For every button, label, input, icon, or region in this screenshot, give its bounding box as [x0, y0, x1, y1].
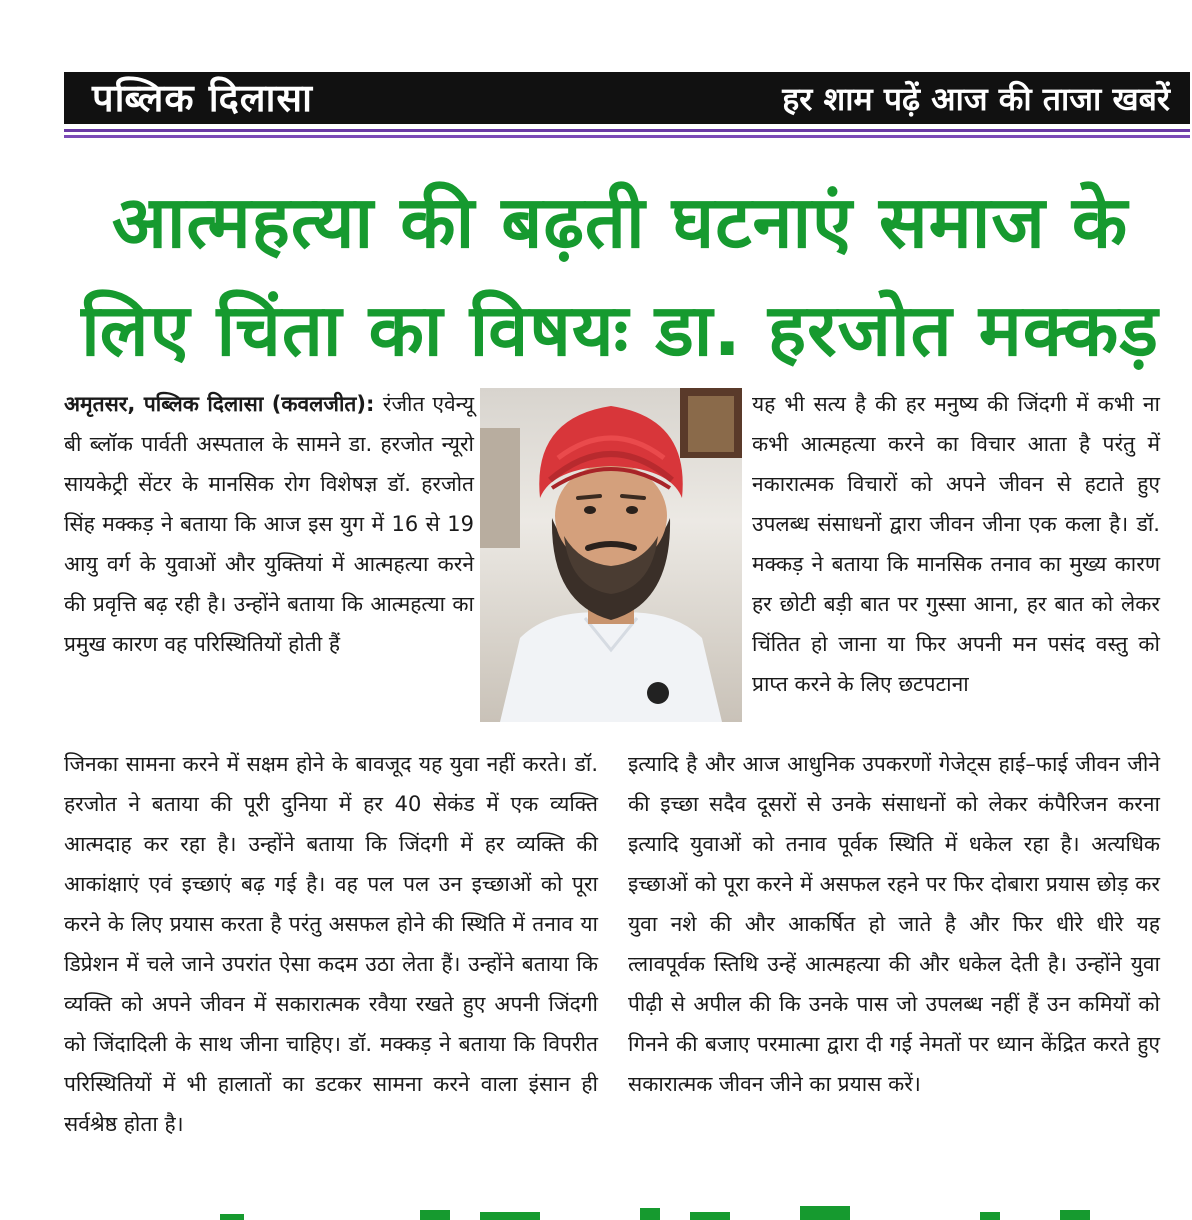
- masthead-tagline: हर शाम पढ़ें आज की ताजा खबरें: [782, 80, 1170, 118]
- article-column-left-top: [64, 384, 474, 664]
- article-paragraph-d: इत्यादि है और आज आधुनिक उपकरणों गेजेट्स हाई–फाई जीवन जीने की इच्छा सदैव दूसरों से उनके संसाधनों को लेकर कंपैरिजन करना इत्यादि युवाओं को तनाव पूर्वक स्थिति में धकेल रहा है। अत्यधिक इच्छाओं को पूरा करने में असफल रहने पर फिर दोबारा प्रयास छोड़ कर युवा नशे की और आकर्षित हो जाते है और फिर धीरे धीरे यह त्लावपूर्वक स्तिथि उन्हें आत्महत्या की और धकेल देती है। उन्होंने युवा पीढ़ी से अपील की कि उनके पास जो उपलब्ध नहीं हैं उन कमियों को गिनने की बजाए परमात्मा द्वारा दी गई नेमतों पर ध्यान केंद्रित करते हुए सकारात्मक जीवन जीने का प्रयास करें।: [628, 752, 1160, 1096]
- masthead-rule-bottom: [64, 135, 1190, 138]
- article-column-right-top: [752, 384, 1160, 704]
- next-headline-cutoff: [220, 1196, 1100, 1220]
- article-column-left-bottom: [64, 744, 598, 1144]
- portrait-photo: [480, 388, 742, 722]
- article-paragraph-c: यह भी सत्य है की हर मनुष्य की जिंदगी में कभी ना कभी आत्महत्या करने का विचार आता है परंतु में नकारात्मक विचारों को अपने जीवन से हटाते हुए उपलब्ध संसाधनों द्वारा जीवन जीना एक कला है। डॉ. मक्कड़ ने बताया कि मानसिक तनाव का मुख्य कारण हर छोटी बड़ी बात पर गुस्सा आना, हर बात को लेकर चिंतित हो जाना या फिर अपनी मन पसंद वस्तु को प्राप्त करने के लिए छटपटाना: [752, 392, 1160, 696]
- masthead: [64, 72, 1190, 124]
- portrait-photo-icon: [480, 388, 742, 722]
- cutoff-text-fragment-icon: [220, 1196, 1100, 1220]
- headline-line-2: लिए चिंता का विषयः डा. हरजोत मक्कड़: [81, 288, 1159, 372]
- article-paragraph-a: रंजीत एवेन्यू बी ब्लॉक पार्वती अस्पताल के सामने डा. हरजोत न्यूरो सायकेट्री सेंटर के मानसिक रोग विशेषज्ञ डॉ. हरजोत सिंह मक्कड़ ने बताया कि आज इस युग में 16 से 19 आयु वर्ग के युवाओं और युक्तियां में आत्महत्या करने की प्रवृत्ति बढ़ रही है। उन्होंने बताया कि आत्महत्या का प्रमुख कारण वह परिस्थितियों होती हैं: [64, 392, 474, 656]
- article-paragraph-b: जिनका सामना करने में सक्षम होने के बावजूद यह युवा नहीं करते। डॉ. हरजोत ने बताया की पूरी दुनिया में हर 40 सेकंड में एक व्यक्ति आत्मदाह कर रहा है। उन्होंने बताया कि जिंदगी में हर व्यक्ति की आकांक्षाएं एवं इच्छाएं बढ़ गई है। वह पल पल उन इच्छाओं को पूरा करने के लिए प्रयास करता है परंतु असफल होने की स्थिति में तनाव या डिप्रेशन में चले जाने उपरांत ऐसा कदम उठा लेता हैं। उन्होंने बताया कि व्यक्ति को अपने जीवन में सकारात्मक रवैया रखते हुए अपनी जिंदगी को जिंदादिली के साथ जीना चाहिए। डॉ. मक्कड़ ने बताया कि विपरीत परिस्थितियों में भी हालातों का डटकर सामना करने वाला इंसान ही सर्वश्रेष्ठ होता है।: [64, 752, 598, 1136]
- newspaper-name: पब्लिक दिलासा: [92, 76, 313, 120]
- headline-line-1: आत्महत्या की बढ़ती घटनाएं समाज के: [111, 180, 1129, 264]
- byline: अमृतसर, पब्लिक दिलासा (कवलजीत):: [64, 392, 383, 416]
- article-column-right-bottom: [628, 744, 1160, 1104]
- headline: [60, 168, 1180, 384]
- masthead-rule-top: [64, 129, 1190, 132]
